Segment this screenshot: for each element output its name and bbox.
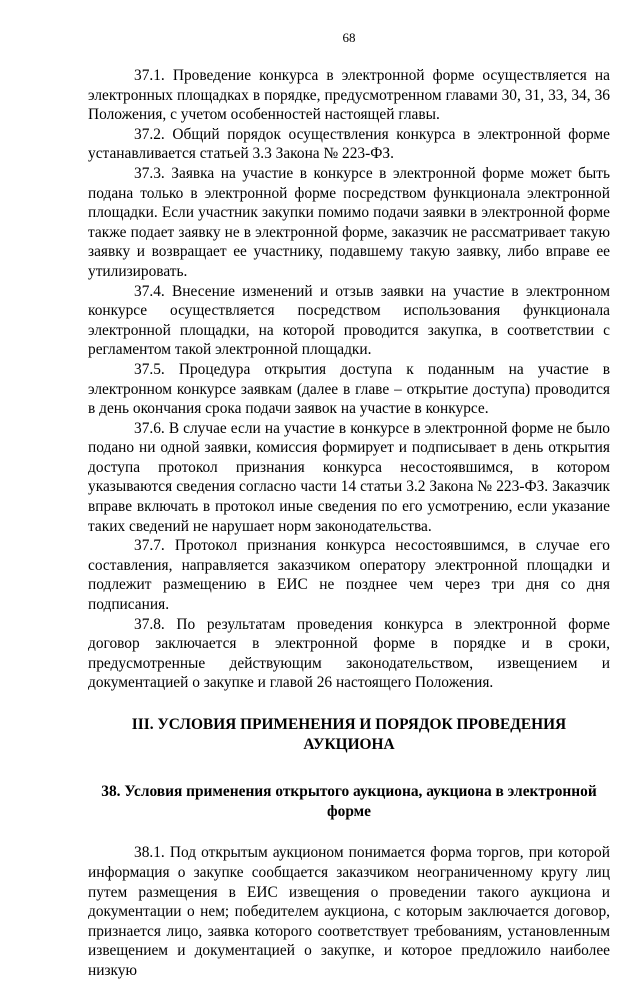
paragraph-37-6: 37.6. В случае если на участие в конкурсе в электронной форме не было подано ни одной заявки, комиссия формирует и подписывает в день открытия доступа протокол признания конкурса несостоявшимся, в котором указываются сведения согласно части 14 статьи 3.2 Закона № 223-ФЗ. Заказчик вправе включать в протокол иные сведения по его усмотрению, если указание таких сведений не нарушает норм законодательства. [88,419,610,535]
page-number: 68 [342,30,356,45]
paragraph-37-4: 37.4. Внесение изменений и отзыв заявки на участие в электронном конкурсе осуществляется посредством использования функционала электронной площадки, на которой проводится закупка, в соответствии с регламентом такой электронной площадки. [88,282,610,359]
paragraph-37-5: 37.5. Процедура открытия доступа к поданным на участие в электронном конкурсе заявкам (далее в главе – открытие доступа) проводится в день окончания срока подачи заявок на участие в конкурсе. [88,360,610,418]
paragraph-37-3: 37.3. Заявка на участие в конкурсе в электронной форме может быть подана только в электронной форме посредством функционала электронной площадки. Если участник закупки помимо подачи заявки в электронной форме также подает заявку не в электронной форме, заказчик не рассматривает такую заявку и возвращает ее участнику, подавшему такую заявку, либо вправе ее утилизировать. [88,164,610,280]
paragraph-37-1: 37.1. Проведение конкурса в электронной форме осуществляется на электронных площадках в порядке, предусмотренном главами 30, 31, 33, 34, 36 Положения, с учетом особенностей настоящей главы. [88,67,610,124]
paragraph-37-7: 37.7. Протокол признания конкурса несостоявшимся, в случае его составления, направляется заказчиком оператору электронной площадки и подлежит размещению в ЕИС не позднее чем через три дня со дня подписания. [88,537,610,614]
paragraph-38-1: 38.1. Под открытым аукционом понимается форма торгов, при которой информация о закупке сообщается заказчиком неограниченному кругу лиц путем размещения в ЕИС извещения о проведении такого аукциона и документации о нем; победителем аукциона, с которым заключается договор, признается лицо, заявка которого соответствует требованиям, установленным извещением и документацией о закупке, и которое предложило наиболее низкую [88,844,610,979]
section-heading: III. УСЛОВИЯ ПРИМЕНЕНИЯ И ПОРЯДОК ПРОВЕДЕНИЯ АУКЦИОНА [131,716,567,753]
document-page [88,30,610,981]
paragraph-37-8: 37.8. По результатам проведения конкурса в электронной форме договор заключается в электронной форме в порядке и в сроки, предусмотренные действующим законодательством, извещением и документацией о закупке и главой 26 настоящего Положения. [88,615,610,692]
paragraph-37-2: 37.2. Общий порядок осуществления конкурса в электронной форме устанавливается статьей 3.3 Закона № 223-ФЗ. [88,125,610,163]
subsection-heading: 38. Условия применения открытого аукциона, аукциона в электронной форме [101,783,597,820]
